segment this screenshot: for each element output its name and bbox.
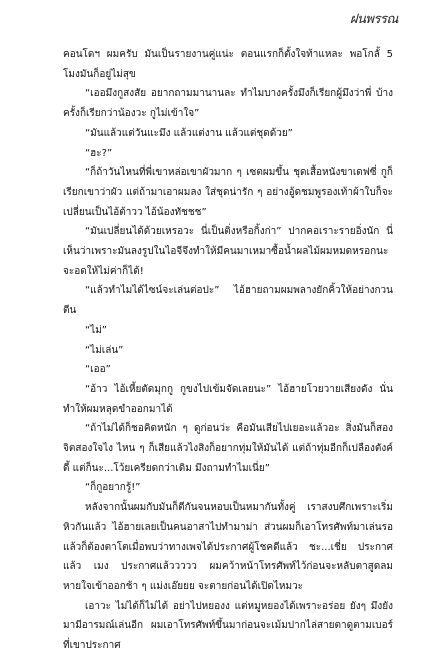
paragraph: “ถ้าไม่ได้ก็ชอคิดหนัก ๆ ดูก่อนว่ะ คือมันเสียไปเยอะแล้วอะ สิ่งมันก็สองจิตสองใจไง ไหน ๆ ก็เสียแล้วไงสิงก็อยากทุ่มให้มันได้ แต่ถ้าทุ่มอีกก็เปลืองตังค์ดี้ แต่ก็นะ...โว้ยเครียดกว่าเดิม มึงถามทำไมเนี่ย” <box>63 423 393 474</box>
paragraph: “อ้าว ไอ้เหี้ยตัดมุกกู กูขงไปเข้มจัดเลยนะ” ไอ้ฮายโวยวายเสียงดัง นั่นทำให้ผมหลุดขำออกมาได้ <box>63 383 393 415</box>
paragraph: “ก็กูอยากรู้!” <box>85 482 141 494</box>
story-body <box>63 45 393 656</box>
paragraph: “เออ” <box>85 364 111 376</box>
paragraph: “ฮะ?” <box>85 147 113 159</box>
paragraph: “ก็ถ้าวันไหนที่พี่เขาหล่อเขาผัวมาก ๆ เซตผมขึ้น ชุดเสื้อหนังขาเดฟซี่ กูก็เรียกเขาว่าผัว แต่ถ้ามาเอาผมลง ใส่ชุดน่ารัก ๆ อย่างอู้ดชมพูรองเท้าผ้าใบก็จะเปลี่ยนเป็นไอ้ต้าวว ไอ้น้องทัชชช” <box>63 167 393 218</box>
paragraph: “ไม่” <box>85 324 107 336</box>
paragraph: “มันเปลี่ยนได้ด้วยเหรอวะ นี่เป็นติ่งหรือกิ้งก่า” ปากคอเราะรายอิ่งนัก นี่เห็นว่าเพราะมันลงรูปในไอจีจึงทำให้มีคนมาเหมาซื้อน้ำผลไม้ผมหมดหรอกนะ จะอดให้ไม่ค่าก็ได้! <box>63 226 393 277</box>
publisher-logo: ฝนพรรณ <box>349 12 398 27</box>
paragraph: “แล้วทำไมได้ไซน์จะเล่นต่อปะ” ไอ้ฮายถามผมพลางยักคิ้วให้อย่างกวนตีน <box>63 285 393 317</box>
paragraph: “มันแล้วแต่วันแะมึง แล้วแต่งาน แล้วแต่ชุดด้วย” <box>85 127 293 139</box>
paragraph: เอาวะ ไม่ได้ก็ไม่ได้ อย่าไปหยองง แต่หมูหยองได้เพราะอร่อย ยังๆ มึงยังมามีอารมณ์เล่นอีก ผมเอาโทรศัพท์ขึ้นมาก่อนจะเม้มปากไล่สายตาดูตามเบอร์ที่เขาประกาศ <box>63 600 393 652</box>
paragraph: “เออมึงกูสงสัย อยากถามมานานละ ทำไมบางครั้งมึงก็เรียกผู้มึงว่าพี่ บ้างครั้งก็เรียกว่าน้องวะ กูไม่เข้าใจ” <box>63 88 393 120</box>
paragraph: คอนโดฯ ผมครับ มันเป็นรายงานคู่แน่ะ ตอนแรกก็ตั้งใจท้าแหละ พอโกลั้ 5 โมงมันก็อยู่ไม่สุข <box>63 49 393 80</box>
paragraph: “ไม่เล่น” <box>85 344 124 356</box>
paragraph: หลังจากนั้นผมกับมันก็ตีกันจนหอบเป็นหมากันทั้งคู่ เราสงบศึกเพราะเริ่มหิวกันแล้ว ไอ้ฮายเลยเป็นคนอาสาไปทำมาม่า ส่วนผมก็เอาโทรศัพท์มาเล่นรอ แล้วก็ต้องตาโตเมื่อพบว่าทางเพจได้ประกาศผู้โชคดีแล้ว ชะ...เชี่ย ประกาศแล้ว เมง ประกาศแล้ววววว ผมคว้าหน้าโทรศัพท์ไว้ก่อนจะหลับตาสูดลมหายใจเข้าออกช้า ๆ แม่งเอ๊ยยย จะตายก่อนได้เปิดไหมวะ <box>63 502 393 592</box>
